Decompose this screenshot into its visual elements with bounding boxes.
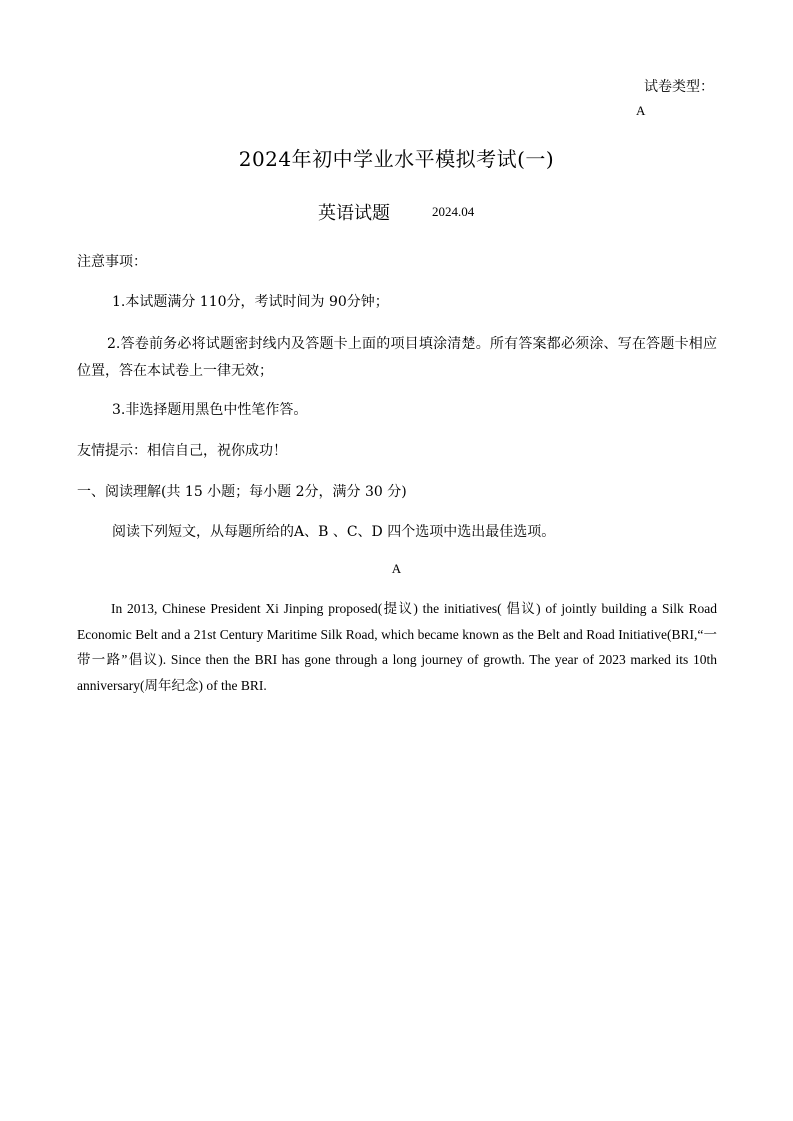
passage-text: In 2013, Chinese President Xi Jinping proposed(提议) the initiatives( 倡议) of jointly building a Silk Road Economic Belt and a 21st Century Maritime Silk Road, which became known as the Belt and Road Initiative(BRI,“一带一路”倡议). Since then the BRI has gone through a long journey of growth. The year of 2023 marked its 10th anniversary(周年纪念) of the BRI. xyxy=(77,601,717,694)
passage-label: A xyxy=(391,561,402,576)
exam-date: 2024.04 xyxy=(432,204,475,219)
exam-title: 2024年初中学业水平模拟考试(一) xyxy=(238,147,555,171)
notice-item: 3.非选择题用黑色中性笔作答。 xyxy=(112,402,308,418)
paper-type-label: 试卷类型： xyxy=(644,79,714,95)
section-instruction: 阅读下列短文，从每题所给的A、B 、C、D 四个选项中选出最佳选项。 xyxy=(112,524,556,540)
section-heading: 一、阅读理解(共 15 小题；每小题 2分，满分 30 分) xyxy=(77,484,407,500)
subject-title: 英语试题 xyxy=(318,203,390,224)
notice-item: 1.本试题满分 110分，考试时间为 90分钟； xyxy=(112,294,389,310)
notice-heading: 注意事项： xyxy=(77,254,147,270)
notice-item: 2.答卷前务必将试题密封线内及答题卡上面的项目填涂清楚。所有答案都必须涂、写在答题卡相应位置，答在本试卷上一律无效； xyxy=(77,336,717,379)
reminder-text: 友情提示：相信自己，祝你成功！ xyxy=(77,443,287,459)
paper-type-value: A xyxy=(636,103,646,118)
